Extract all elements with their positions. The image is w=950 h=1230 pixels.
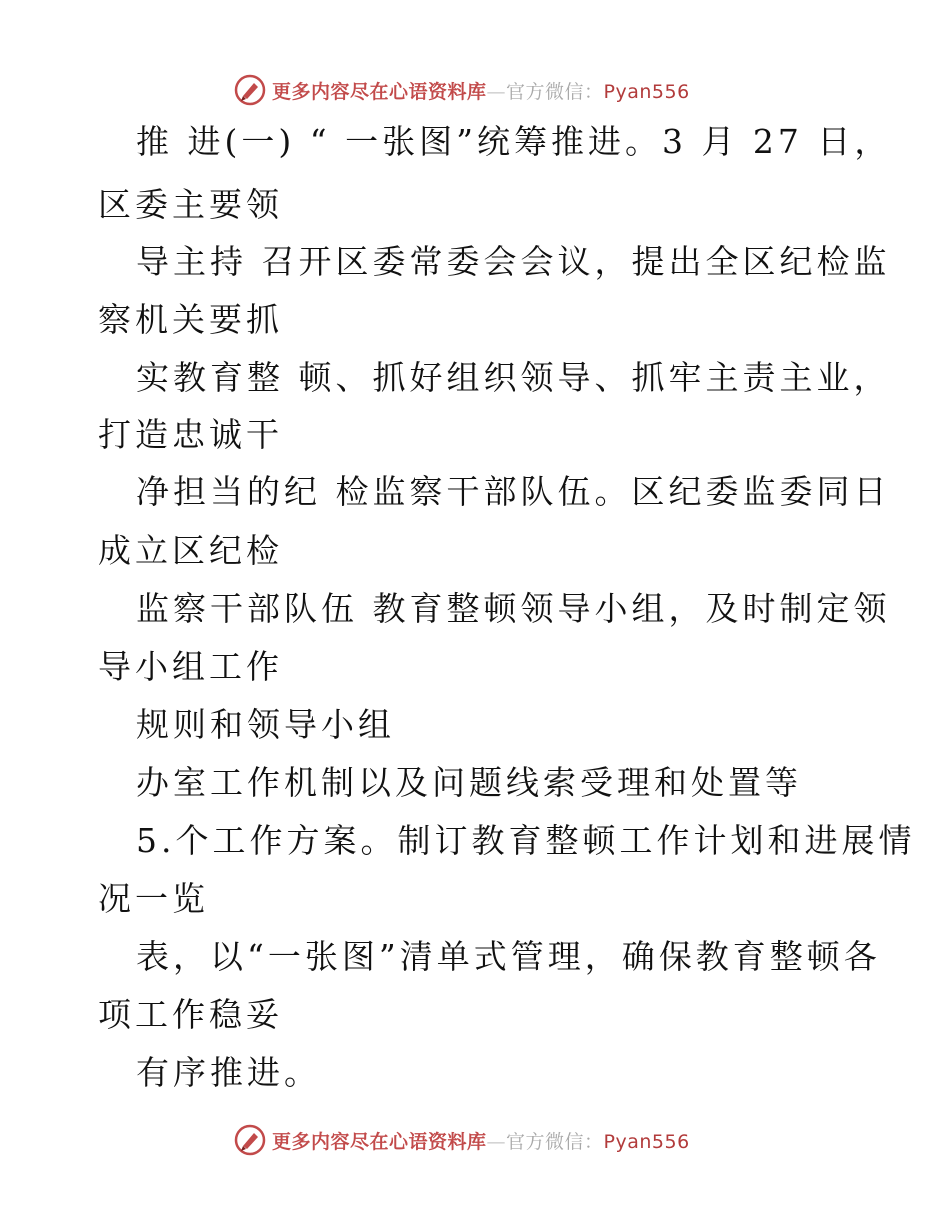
paragraph-line: 表，以“一张图”清单式管理，确保教育整顿各 [136, 937, 881, 976]
paragraph-line: 推 进(一) “ 一张图”统筹推进。3 月 27 日， [136, 122, 892, 161]
paragraph-line: 项工作稳妥 [98, 995, 283, 1034]
watermark-text [272, 1127, 690, 1154]
watermark-main: 更多内容尽在心语资料库 [272, 80, 487, 103]
paragraph-line: 成立区纪检 [98, 531, 283, 570]
watermark-wechat: Pyan556 [603, 80, 690, 103]
paragraph-line: 区委主要领 [98, 185, 283, 224]
paragraph-line: 察机关要抓 [98, 300, 283, 339]
paragraph-line: 办室工作机制以及问题线索受理和处置等 [136, 763, 802, 802]
watermark-label: 官方微信： [506, 1130, 604, 1153]
footer-watermark [234, 1122, 690, 1158]
paragraph-line: 规则和领导小组 [136, 705, 395, 744]
pen-logo-icon [234, 74, 266, 106]
watermark-text [272, 77, 690, 104]
watermark-main: 更多内容尽在心语资料库 [272, 1130, 487, 1153]
paragraph-line: 打造忠诚干 [98, 415, 283, 454]
paragraph-line: 实教育整 顿、抓好组织领导、抓牢主责主业， [136, 358, 891, 397]
header-watermark [234, 72, 690, 108]
paragraph-line: 导主持 召开区委常委会会议，提出全区纪检监 [136, 242, 891, 281]
watermark-dash: — [486, 1130, 507, 1153]
watermark-dash: — [486, 80, 507, 103]
paragraph-line: 导小组工作 [98, 647, 283, 686]
paragraph-line: 监察干部队伍 教育整顿领导小组，及时制定领 [136, 589, 891, 628]
pen-logo-icon [234, 1124, 266, 1156]
watermark-wechat: Pyan556 [603, 1130, 690, 1153]
paragraph-line: 况一览 [98, 879, 209, 918]
paragraph-line: 5.个工作方案。制订教育整顿工作计划和进展情 [136, 821, 916, 860]
watermark-label: 官方微信： [506, 80, 604, 103]
paragraph-line: 净担当的纪 检监察干部队伍。区纪委监委同日 [136, 472, 891, 511]
paragraph-line: 有序推进。 [136, 1053, 321, 1092]
